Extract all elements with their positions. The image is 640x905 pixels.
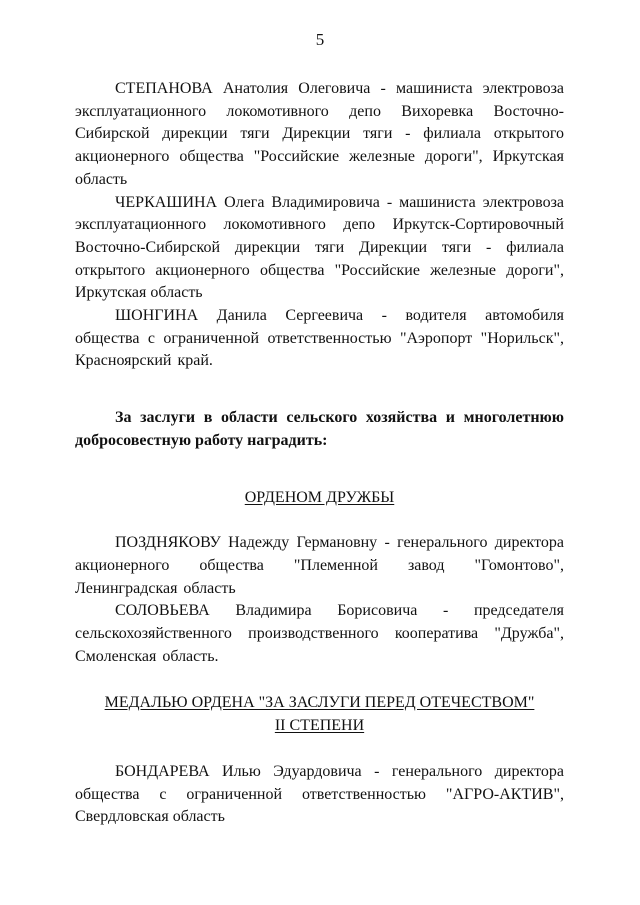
section-heading: За заслуги в области сельского хозяйства и многолетнюю добросовестную работу наградить: <box>75 409 564 449</box>
spacer <box>75 509 564 532</box>
award-entry-stepanov: СТЕПАНОВА Анатолия Олеговича - машиниста электровоза эксплуатационного локомотивного депо Вихоревка Восточно-Сибирской дирекции тяги Дирекции тяги - филиала открытого акционерного общества "Российские железные дороги", Иркутская область <box>75 80 564 188</box>
award-entry-solovyev: СОЛОВЬЕВА Владимира Борисовича - председателя сельскохозяйственного производственного кооператива "Дружба", Смоленская область. <box>75 602 564 665</box>
award-title-medal-line-2: II СТЕПЕНИ <box>274 717 365 735</box>
spacer <box>75 453 564 487</box>
award-entry-shongin: ШОНГИНА Данила Сергеевича - водителя автомобиля общества с ограниченной ответственностью "Аэропорт "Норильск", Красноярский край. <box>75 307 564 370</box>
page-number: 5 <box>315 30 325 49</box>
spacer <box>75 373 564 407</box>
award-entry-bondarev: БОНДАРЕВА Илью Эдуардовича - генерального директора общества с ограниченной ответственностью "АГРО-АКТИВ", Свердловская область <box>75 762 564 826</box>
award-title-order-of-friendship: ОРДЕНОМ ДРУЖБЫ <box>244 488 395 506</box>
award-title-medal-line-1: МЕДАЛЬЮ ОРДЕНА "ЗА ЗАСЛУГИ ПЕРЕД ОТЕЧЕСТВОМ" <box>104 694 535 712</box>
document-body <box>75 78 564 829</box>
award-entry-cherkashin: ЧЕРКАШИНА Олега Владимировича - машиниста электровоза эксплуатационного локомотивного депо Иркутск-Сортировочный Восточно-Сибирской дирекции тяги Дирекции тяги - филиала открытого акционерного общества "Российские железные дороги", Иркутская область <box>75 193 564 302</box>
spacer <box>75 738 564 761</box>
award-entry-pozdnyakova: ПОЗДНЯКОВУ Надежду Германовну - генерального директора акционерного общества "Племенной завод "Гомонтово", Ленинградская область <box>75 534 564 597</box>
spacer <box>75 668 564 692</box>
